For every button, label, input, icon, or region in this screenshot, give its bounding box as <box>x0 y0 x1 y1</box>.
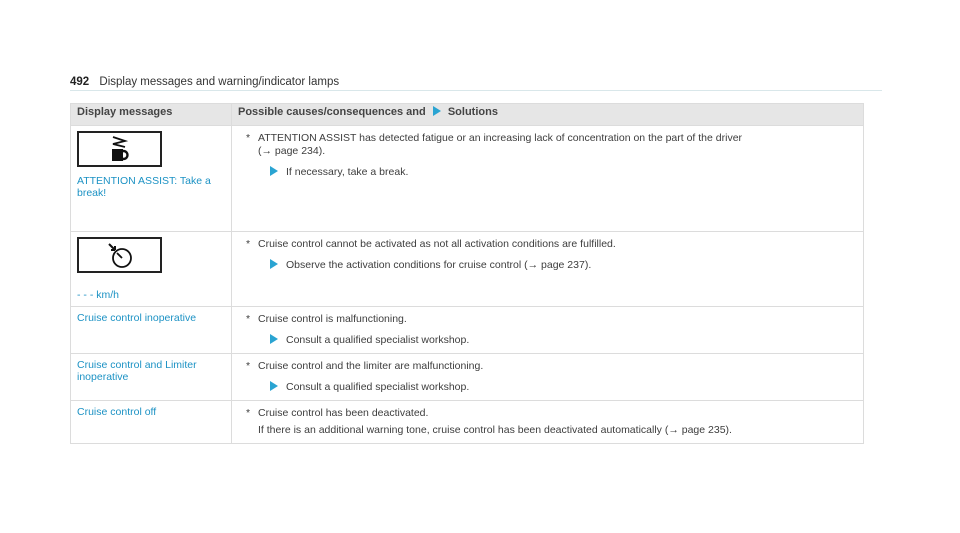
table-row <box>71 307 864 354</box>
action-text: Consult a qualified specialist workshop. <box>286 334 470 346</box>
cause-cell: * Cruise control cannot be activated as not all activation conditions are fulfilled. Observe the activation conditions for cruise control (→ page 237). <box>232 232 864 307</box>
cause-cell: * ATTENTION ASSIST has detected fatigue or an increasing lack of concentration on the part of the driver (→ page 234). If necessary, take a break. <box>232 126 864 232</box>
action-text: Observe the activation conditions for cruise control (→ page 237). <box>286 259 592 271</box>
cause-text: Cruise control and the limiter are malfunctioning. <box>258 360 484 372</box>
cause-reference: (→ page 234). <box>258 145 326 157</box>
action-arrow-icon <box>270 334 278 344</box>
message-cell <box>71 232 232 307</box>
column-header-causes <box>232 104 864 126</box>
page-number: 492 <box>70 76 90 88</box>
cause-text: Cruise control cannot be activated as not all activation conditions are fulfilled. <box>258 238 616 250</box>
table-header-row <box>71 104 864 126</box>
attention-assist-coffee-icon <box>77 131 162 167</box>
message-text: Cruise control off <box>71 401 232 444</box>
action-arrow-icon <box>270 259 278 269</box>
solution-arrow-icon <box>433 106 441 116</box>
action-text: If necessary, take a break. <box>286 166 409 178</box>
table-row <box>71 126 864 232</box>
column-header-solutions-text: Solutions <box>447 106 498 118</box>
cause-text: Cruise control has been deactivated. <box>258 407 429 419</box>
page-header <box>70 74 882 91</box>
message-text: - - - km/h <box>77 289 119 301</box>
action-arrow-icon <box>270 381 278 391</box>
table-row <box>71 232 864 307</box>
message-text: Cruise control and Limiter inoperative <box>71 354 232 401</box>
cause-cell: * Cruise control has been deactivated. If there is an additional warning tone, cruise control has been deactivated automatically (→ page 235). <box>232 401 864 444</box>
message-text: ATTENTION ASSIST: Take a break! <box>77 175 211 199</box>
message-cell <box>71 126 232 232</box>
cause-cell: * Cruise control and the limiter are malfunctioning. Consult a qualified specialist workshop. <box>232 354 864 401</box>
column-header-display-messages: Display messages <box>71 104 232 126</box>
cause-text: ATTENTION ASSIST has detected fatigue or an increasing lack of concentration on the part of the driver <box>258 132 743 144</box>
action-text: Consult a qualified specialist workshop. <box>286 381 470 393</box>
display-messages-table <box>70 103 864 444</box>
page-title: Display messages and warning/indicator lamps <box>99 76 340 88</box>
table-row <box>71 401 864 444</box>
cruise-control-speedometer-icon <box>77 237 162 273</box>
column-header-causes-text: Possible causes/consequences and <box>238 106 426 118</box>
note-text: If there is an additional warning tone, cruise control has been deactivated automatically (→ page 235). <box>258 424 732 436</box>
action-arrow-icon <box>270 166 278 176</box>
table-row <box>71 354 864 401</box>
message-text: Cruise control inoperative <box>71 307 232 354</box>
cause-cell: * Cruise control is malfunctioning. Consult a qualified specialist workshop. <box>232 307 864 354</box>
cause-text: Cruise control is malfunctioning. <box>258 313 407 325</box>
